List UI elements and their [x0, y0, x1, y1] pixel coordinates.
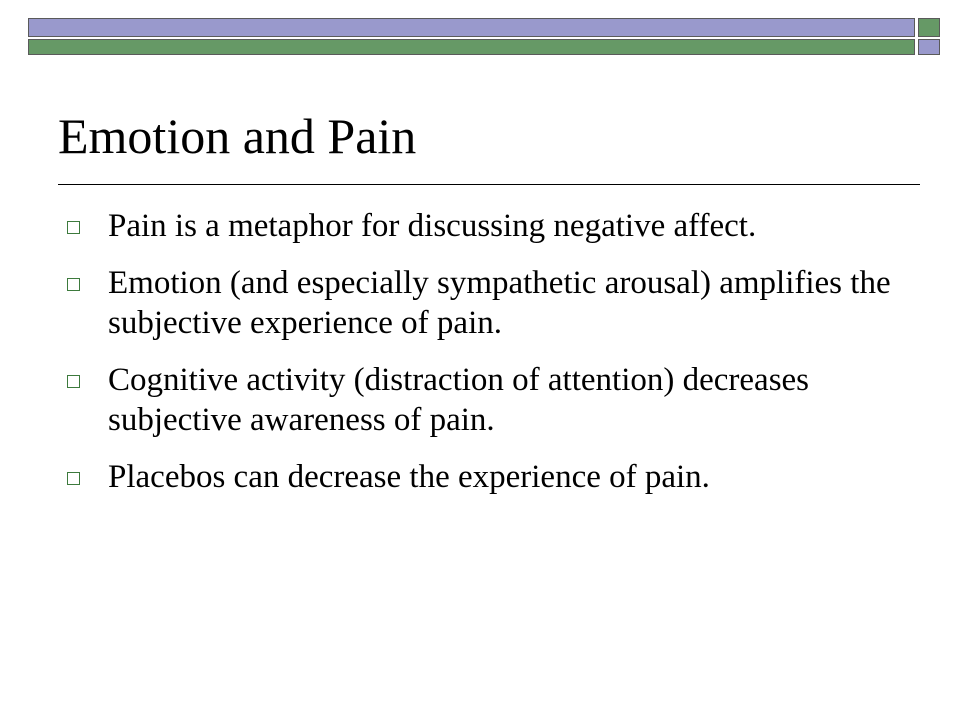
bullet-text: Emotion (and especially sympathetic arousal) amplifies the subjective experience of pain. [108, 265, 891, 341]
slide-title: Emotion and Pain [58, 108, 417, 164]
hollow-square-icon [67, 221, 80, 234]
bullet-text: Pain is a metaphor for discussing negative affect. [108, 208, 757, 244]
top-banner-corner-purple-square [918, 39, 940, 55]
bullet-text: Cognitive activity (distraction of attention) decreases subjective awareness of pain. [108, 362, 810, 438]
bullet-text: Placebos can decrease the experience of pain. [108, 459, 710, 495]
title-underline [58, 184, 920, 185]
hollow-square-icon [67, 278, 80, 291]
top-banner-green-bar [28, 39, 915, 55]
bullet-item [58, 360, 918, 440]
top-banner-corner-green-square [918, 18, 940, 37]
bullet-item [58, 457, 918, 497]
bullet-item [58, 263, 918, 343]
top-banner-purple-bar [28, 18, 915, 37]
hollow-square-icon [67, 375, 80, 388]
bullet-item [58, 206, 918, 246]
hollow-square-icon [67, 472, 80, 485]
bullet-list [58, 206, 918, 514]
